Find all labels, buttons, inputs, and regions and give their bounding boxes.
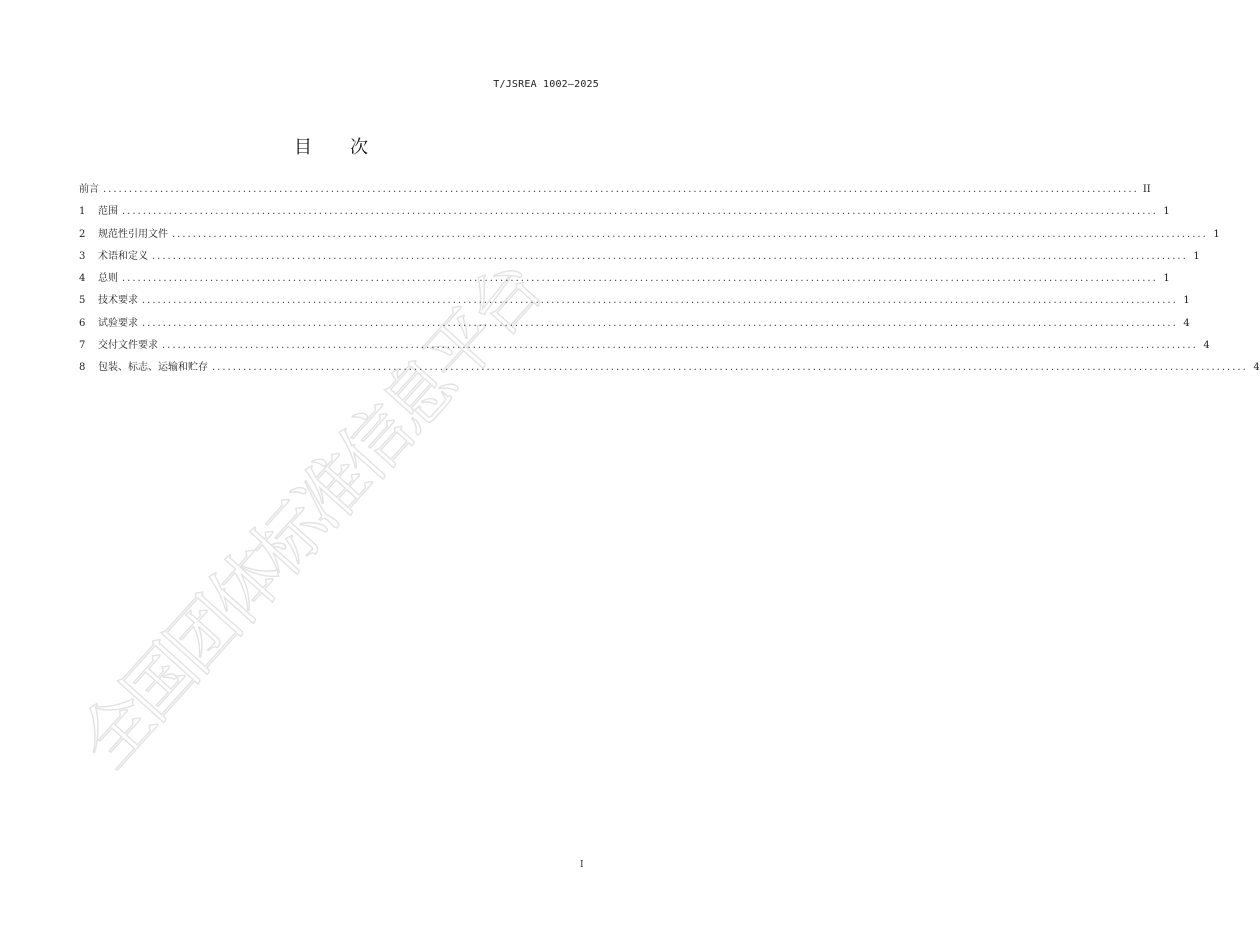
toc-entry-page: 1 bbox=[1183, 295, 1190, 307]
toc-leader-dots: ........................................................................................................................................................................................................ bbox=[103, 184, 1139, 195]
title-char-left: 目 bbox=[294, 137, 312, 158]
toc-entry-page: 4 bbox=[1203, 340, 1210, 352]
toc-entry-label: 总则 bbox=[98, 273, 118, 285]
toc-leader-dots: ........................................................................................................................................................................................................ bbox=[142, 317, 1178, 329]
table-of-contents bbox=[79, 180, 1260, 381]
toc-entry[interactable] bbox=[79, 269, 1170, 291]
toc-entry-number: 8 bbox=[79, 362, 86, 374]
toc-entry[interactable] bbox=[79, 247, 1200, 269]
toc-entry-label: 包装、标志、运输和贮存 bbox=[98, 362, 208, 374]
toc-entry-page: 1 bbox=[1163, 273, 1170, 285]
page-number: I bbox=[580, 860, 584, 870]
toc-entry-label: 规范性引用文件 bbox=[98, 228, 168, 240]
toc-leader-dots: ........................................................................................................................................................................................................ bbox=[212, 362, 1248, 374]
toc-entry-label: 交付文件要求 bbox=[98, 340, 158, 352]
toc-entry[interactable] bbox=[79, 314, 1190, 336]
toc-entry-page: 1 bbox=[1163, 206, 1170, 218]
toc-entry-page: 1 bbox=[1193, 250, 1200, 262]
watermark-text: 全国团体标准信息平台 bbox=[63, 245, 560, 784]
toc-entry-number: 4 bbox=[79, 273, 86, 285]
toc-entry[interactable] bbox=[79, 291, 1190, 313]
toc-entry-label: 术语和定义 bbox=[98, 250, 148, 262]
title-char-right: 次 bbox=[350, 137, 368, 158]
toc-leader-dots: ........................................................................................................................................................................................................ bbox=[172, 228, 1208, 240]
toc-entry-number: 3 bbox=[79, 250, 86, 262]
toc-entry-label: 范围 bbox=[98, 206, 118, 218]
toc-leader-dots: ........................................................................................................................................................................................................ bbox=[152, 250, 1188, 262]
toc-entry[interactable] bbox=[79, 336, 1210, 358]
toc-entry-number: 7 bbox=[79, 340, 86, 352]
toc-entry-page: II bbox=[1142, 184, 1151, 195]
toc-entry[interactable] bbox=[79, 358, 1260, 380]
page-title bbox=[0, 133, 662, 159]
toc-entry[interactable] bbox=[79, 202, 1170, 224]
toc-entry-label: 前言 bbox=[79, 184, 99, 195]
toc-entry-number: 5 bbox=[79, 295, 86, 307]
toc-entry-page: 1 bbox=[1213, 228, 1220, 240]
toc-entry-page: 4 bbox=[1253, 362, 1260, 374]
toc-entry-label: 技术要求 bbox=[98, 295, 138, 307]
toc-entry-number: 1 bbox=[79, 206, 86, 218]
toc-entry-number: 2 bbox=[79, 228, 86, 240]
toc-entry[interactable] bbox=[79, 225, 1220, 247]
toc-entry-number: 6 bbox=[79, 317, 86, 329]
document-code: T/JSREA 1002—2025 bbox=[493, 79, 599, 90]
toc-entry-preface[interactable] bbox=[79, 180, 1151, 202]
toc-leader-dots: ........................................................................................................................................................................................................ bbox=[122, 273, 1158, 285]
toc-entry-label: 试验要求 bbox=[98, 317, 138, 329]
toc-leader-dots: ........................................................................................................................................................................................................ bbox=[122, 206, 1158, 218]
toc-entry-page: 4 bbox=[1183, 317, 1190, 329]
toc-leader-dots: ........................................................................................................................................................................................................ bbox=[142, 295, 1178, 307]
toc-leader-dots: ........................................................................................................................................................................................................ bbox=[162, 340, 1198, 352]
